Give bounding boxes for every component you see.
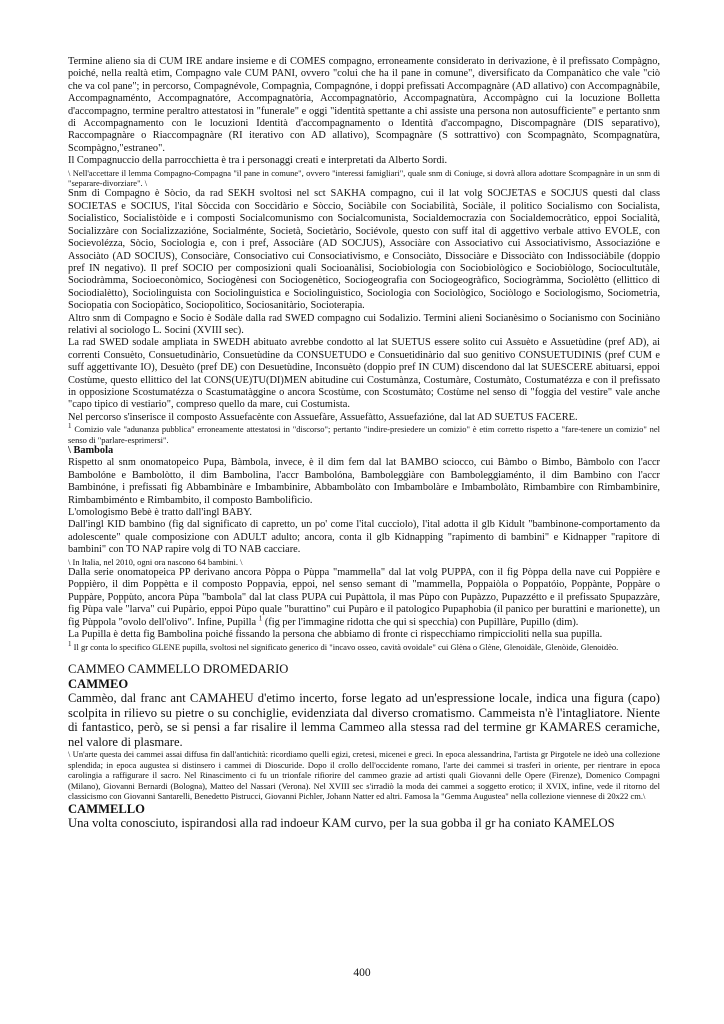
note-bambini-italia: \ In Italia, nel 2010, ogni ora nascono 64 bambini. \: [68, 556, 243, 567]
document-page: [68, 56, 660, 831]
paragraph-compagnuccio: Il Compagnuccio della parrocchietta è tra i personaggi creati e interpretati da Alberto Sordi.: [68, 155, 448, 167]
heading-cammeo: CAMMEO: [68, 676, 129, 691]
note-comizio: [68, 424, 660, 445]
paragraph-kid: Dall'ingl KID bambino (fig dal significato di capretto, un po' come l'ital cucciolo), l'ital adotta il glb Kidult "bambinone-comportamento da adolescente" quale composizione con ADULT adulto; ancora, conta il glb Kidnapping "rapimento di bambini" e Kidnapper "rapitore di bambini" con TO NAP rapire volg di TO NAB cacciare.: [68, 519, 660, 556]
note-compagno-coniuge: \ Nell'accettare il lemma Compagno-Compagna "il pane in comune", ovvero "interessi famigliari", quale snm di Coniuge, si dovrà allora adottare Scompagnàre in un snm di "separare-divorziare". \: [68, 167, 660, 189]
paragraph-pupilla: La Pupilla è detta fig Bambolina poiché fissando la persona che abbiamo di fronte ci rispecchiamo rimpiccioliti nella sua pupilla.: [68, 629, 603, 641]
footnote-marker: 1: [68, 639, 72, 648]
paragraph-poppa-text: Dalla serie onomatopeica PP derivano ancora Pòppa o Pùppa "mammella" dal lat volg PUPPA, con il fig Pòppa della nave cui Poppière e Poppièro, il dim Poppètta e il composto Poppavia, eppoi, nel senso semant di "mammella, Poppaiòla o Poppatóio, Poppànte, Poppàre o Puppàre, Poppùto, ancora Pùpa "bambola" dal lat class PUPA cui Pupàttola, il mas Pùpo con Pupàzzo, Pupazzétto e il prefissato Spupazzàre, fig Pùpa vale "larva" cui Pupàrio, eppoi Pùpo quale "burattino" cui Pupàro e il patologico Pupaphobia (il panico per burattini e marionette), un fig Pùppola "ovolo dell'olivo". Infine, Pupilla: [68, 567, 660, 628]
paragraph-poppa-tail: (fig per l'immagine ridotta che qui si specchia) con Pupillàre, Pupillo (dim).: [264, 616, 579, 628]
paragraph-bambola: Rispetto al snm onomatopeico Pupa, Bàmbola, invece, è il dim fem dal lat BAMBO sciocco, cui Bàmbo o Bimbo, Bàmbolo con l'accr Bambolóne e Bambolòtto, il dim Bambolina, l'accr Bambolóna, Bamboleggiàre con Bamboleggiaménto, il dim Bambino con l'accr Bambinóne, i prefissati fig Abbambinàre e Imbambinire, Abbambolàto con Imbambolàre e Imbambolàto, Rimbambìre con Rimbambinire, Rimbambiménto e Rimbambito, il composto Bambolifìcio.: [68, 457, 660, 506]
paragraph-socio: Snm di Compagno è Sòcio, da rad SEKH svoltosi nel sct SAKHA compagno, cui il lat volg SOCJETAS e SOCJUS questi dal class SOCIETAS e SOCIUS, l'ital Sòccida con Soccidàrio e Sòccio, Sociàbile con Sociabilità, Sociàle, il politico Socialismo con Socialista, Socialìstico, Socialistòide e i composti Socialcomunismo con Socialcomunista, Socialdemocrazia con Socialdemocràtico, eppoi Socialità, Socializzàre con Socializzazióne, Socialménte, Società, Societàrio, Sociévole, questo con suff ital di aggettivo verbale attivo EVOLE, con Socievolézza, Sòcio, Sociologia e, con i pref, Associàre (AD SOCJUS), Associàre con Associativo cui Associativismo, Associazióne e Associàto (AD SOCIUS), Consociàre, Consociativo cui Consociativismo, e Consociàto, Dissociàre e Dissociàto con Indissociàbile (doppio pref IN negativo). Il pref SOCIO per composizioni quali Socioanàlisi, Sociobiologia con Sociobiològico e Sociobiòlogo, Sociocultutàle, Sociodràmma, Socioeconòmico, Sociogènesi con Sociogenètico, Sociogeografia con Sociogeogràfico, Sociogràmma, Sociolètto (ellittico di Sociodialètto), Sociolinguista con Sociolinguistica e Sociolinguìstico, Sociologia con Sociològico, Sociòlogo e Sociologismo, Sociometria, Sociopatia con Sociopàtico, Sociopolìtico, Sociosanitàrio, Socioterapia.: [68, 188, 660, 312]
paragraph-compagno: Termine alieno sia di CUM IRE andare insieme e di COMES compagno, erroneamente considerato in derivazione, è il prefissato Compàgno, poiché, nella realtà etim, Compagno vale CUM PANI, ovvero "colui che ha il pane in comune", diversificato da Companàtico che vale "ciò che va col pane"; in percorso, Compagnévole, Compagnìa, Compagnóne, i doppi prefissati Accompagnàre (AD allativo) con Accompagnàbile, Accompagnaménto, Accompagnatóre, Accompagnatòria, Accompagnatòrio, Accompagnatùra, Accompàgno cui la locuzione Bolletta d'accompagno, termine peraltro attestatosi in "funerale" e oggi "identità spettante a chi assiste una persona non autosufficiente" e pertanto snm di Accompagnamento con le locuzioni Identità d'accompagnamento o Identità d'accompagno, Discompagnàre (DIS separativo), Raccompagnàre o Riaccompagnàre (RI iterativo con AD allativo), Scompagnàre (S sottrattivo) con Scompagnàto, Scompagnatùra, Scompàgno,"estraneo".: [68, 56, 660, 154]
note-cammei-storia: \ Un'arte questa dei cammei assai diffusa fin dall'antichità: ricordiamo quelli egizi, cretesi, micenei e greci. In epoca alessandrina, l'artista gr Pirgotele ne ideò una collezione splendida; in epoca augustea si distinsero i cammei di Dioscuride. Dopo il crollo dell'occidente romano, l'arte dei cammei si trasferì in oriente, per rientrare in epoca carolingia a raffigurare il sacro. Nel Rinascimento ci fu un trionfale rifiorire del cammeo grazie ad artisti quali Giovanni delle Opere (Firenze), Domenico Compagni (Milano), Giovanni Bernardi (Bologna), Matteo del Nassari (Verona). Nel XVIII sec s'irradiò la moda dei cammei a soggetto erotico; il XVIX, infine, vede il ritorno del classicismo con Giovanni Santarelli, Benedetto Pistrucci, Giovanni Pichler, Johann Natter ed altri. Famosa la "Gemma Augustea" nella collezione viennese di 20x22 cm.\: [68, 749, 660, 802]
note-glene-text: Il gr conta lo specifico GLENE pupilla, svoltosi nel significato generico di "incavo osseo, cavità ovoidale" cui Glèna o Glène, Glenoidàle, Glenòide, Glenoidèo.: [73, 641, 619, 652]
note-comizio-text: Comizio vale "adunanza pubblica" erroneamente attestatosi in "discorso"; pertanto "indire-presiedere un comizio" è etim corretto rispetto a "fare-tenere un comizio" nel senso di "parlare-esprimersi".: [68, 424, 661, 445]
paragraph-cammello: Una volta conosciuto, ispirandosi alla rad indoeur KAM curvo, per la sua gobba il gr ha coniato KAMELOS: [68, 816, 615, 831]
paragraph-assuefacente: Nel percorso s'inserisce il composto Assuefacènte con Assuefàre, Assuefàtto, Assuefazióne, dal lat AD SUETUS FACERE.: [68, 411, 578, 423]
paragraph-poppa: [68, 567, 660, 629]
footnote-marker: 1: [68, 422, 72, 431]
heading-bambola: \ Bambola: [68, 445, 114, 456]
paragraph-sodale: Altro snm di Compagno e Socio è Sodàle dalla rad SWED compagno cui Sodalìzio. Termini alieni Socianèsimo o Socianismo con Sociniàno relativi al sociologo L. Socini (XVIII sec).: [68, 312, 660, 336]
note-glene: [68, 639, 660, 652]
footnote-marker: 1: [258, 614, 263, 623]
section-title: CAMMEO CAMMELLO DROMEDARIO: [68, 661, 289, 676]
paragraph-cammeo: Cammèo, dal franc ant CAMAHEU d'etimo incerto, forse legato ad un'espressione locale, indica una figura (capo) scolpita in rilievo su pietre o su conchiglie, evidenziata dal diverso cromatismo. Cammeista n'è l'intagliatore. Niente di fantastico, però, se si pensi a far risalire il lemma Cammeo alla stessa rad del termine gr KAMARES ceramiche, nel valore di plasmare.: [68, 691, 660, 749]
paragraph-suetus: La rad SWED sodale ampliata in SWEDH abituato avrebbe condotto al lat SUETUS essere solito cui Assuèto e Assuetùdine (pref AD), ai correnti Consuèto, Consuetudinàrio, Consuetùdine da CONSUETUDO e Consuetidinàrio dal suo genitivo CONSUETUDINIS (pref CUM e suff aggettivante IO), Desuèto (pref DE) con Desuetùdine, Inconsuèto (doppio pref IN CUM) discendono dal lat SUESCERE abituarsi, eppoi Costùme, questo ellittico del lat CONS(UE)TU(DI)MEN abitudine cui Costumànza, Costumàre, Costumàto, Costumatézza e con il prefissato in opposizione Scostumatézza o Scastumatàggine o ancora Scostùme, con Scostumàto; Costùme nel senso di "foggia del vestire" vale anche "capo tipico di vestiario", compreso quello da mare, cui Costumista.: [68, 337, 660, 411]
heading-cammello: CAMMELLO: [68, 801, 145, 816]
paragraph-bebe: L'omologismo Bebè è tratto dall'ingl BABY.: [68, 507, 252, 519]
page-number: 400: [353, 967, 371, 979]
